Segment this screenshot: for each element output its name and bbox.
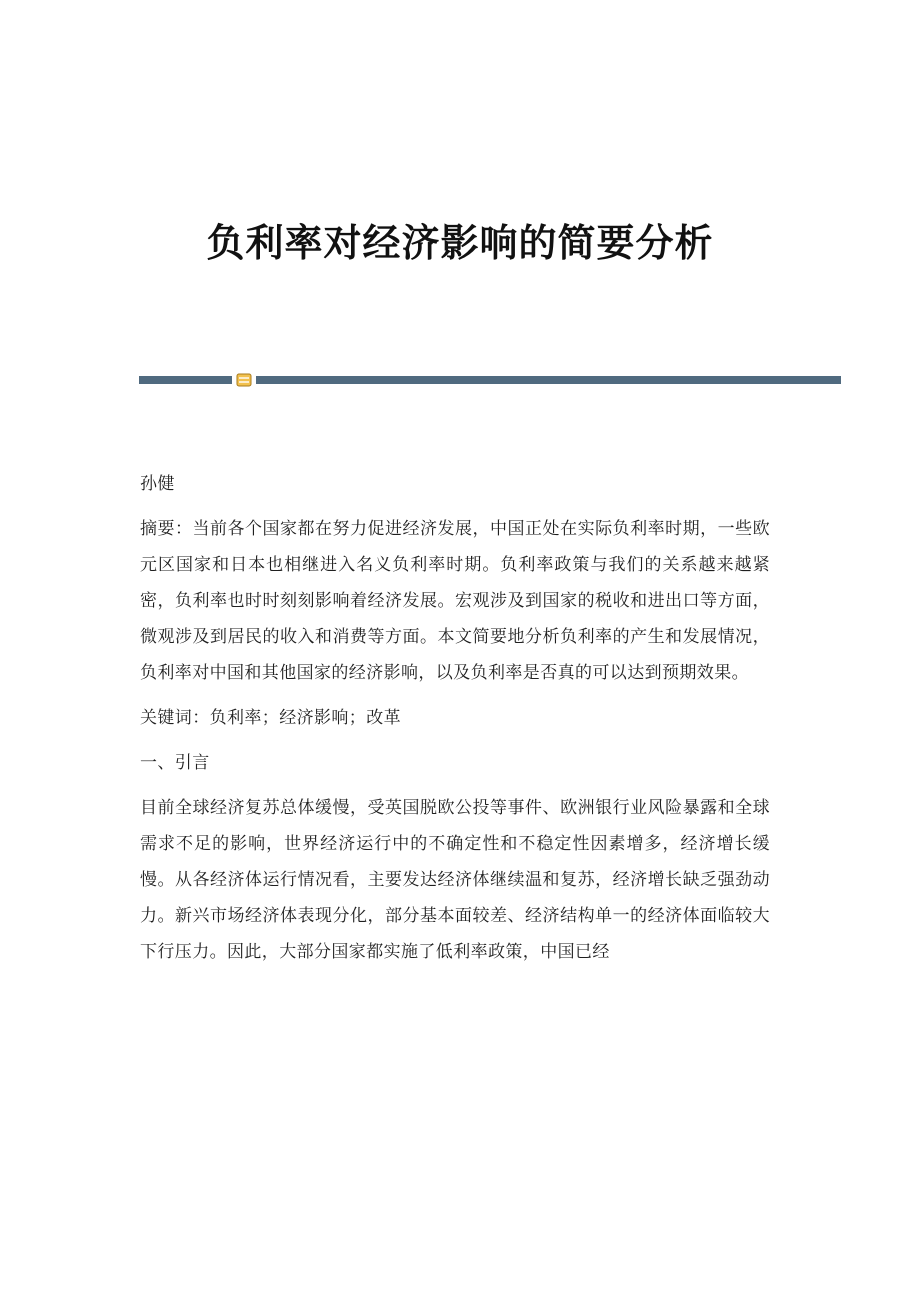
introduction-paragraph: 目前全球经济复苏总体缓慢，受英国脱欧公投等事件、欧洲银行业风险暴露和全球需求不足的影响，世界经济运行中的不确定性和不稳定性因素增多，经济增长缓慢。从各经济体运行情况看，主要发达经济体继续温和复苏，经济增长缺乏强劲动力。新兴市场经济体表现分化，部分基本面较差、经济结构单一的经济体面临较大下行压力。因此，大部分国家都实施了低利率政策，中国已经 — [140, 798, 770, 962]
keywords-line: 关键词：负利率；经济影响；改革 — [140, 708, 401, 728]
divider-bar-left — [139, 376, 232, 384]
paper-body — [140, 466, 770, 979]
title-divider — [139, 373, 841, 387]
paper-title: 负利率对经济影响的简要分析 — [206, 220, 714, 265]
abstract-paragraph: 摘要：当前各个国家都在努力促进经济发展，中国正处在实际负利率时期，一些欧元区国家和日本也相继进入名义负利率时期。负利率政策与我们的关系越来越紧密，负利率也时时刻刻影响着经济发展。宏观涉及到国家的税收和进出口等方面，微观涉及到居民的收入和消费等方面。本文简要地分析负利率的产生和发展情况，负利率对中国和其他国家的经济影响，以及负利率是否真的可以达到预期效果。 — [140, 519, 770, 683]
divider-bar-right — [256, 376, 841, 384]
ornament-icon — [236, 373, 252, 387]
section-heading-introduction: 一、引言 — [140, 753, 210, 773]
author-name: 孙健 — [140, 474, 175, 494]
